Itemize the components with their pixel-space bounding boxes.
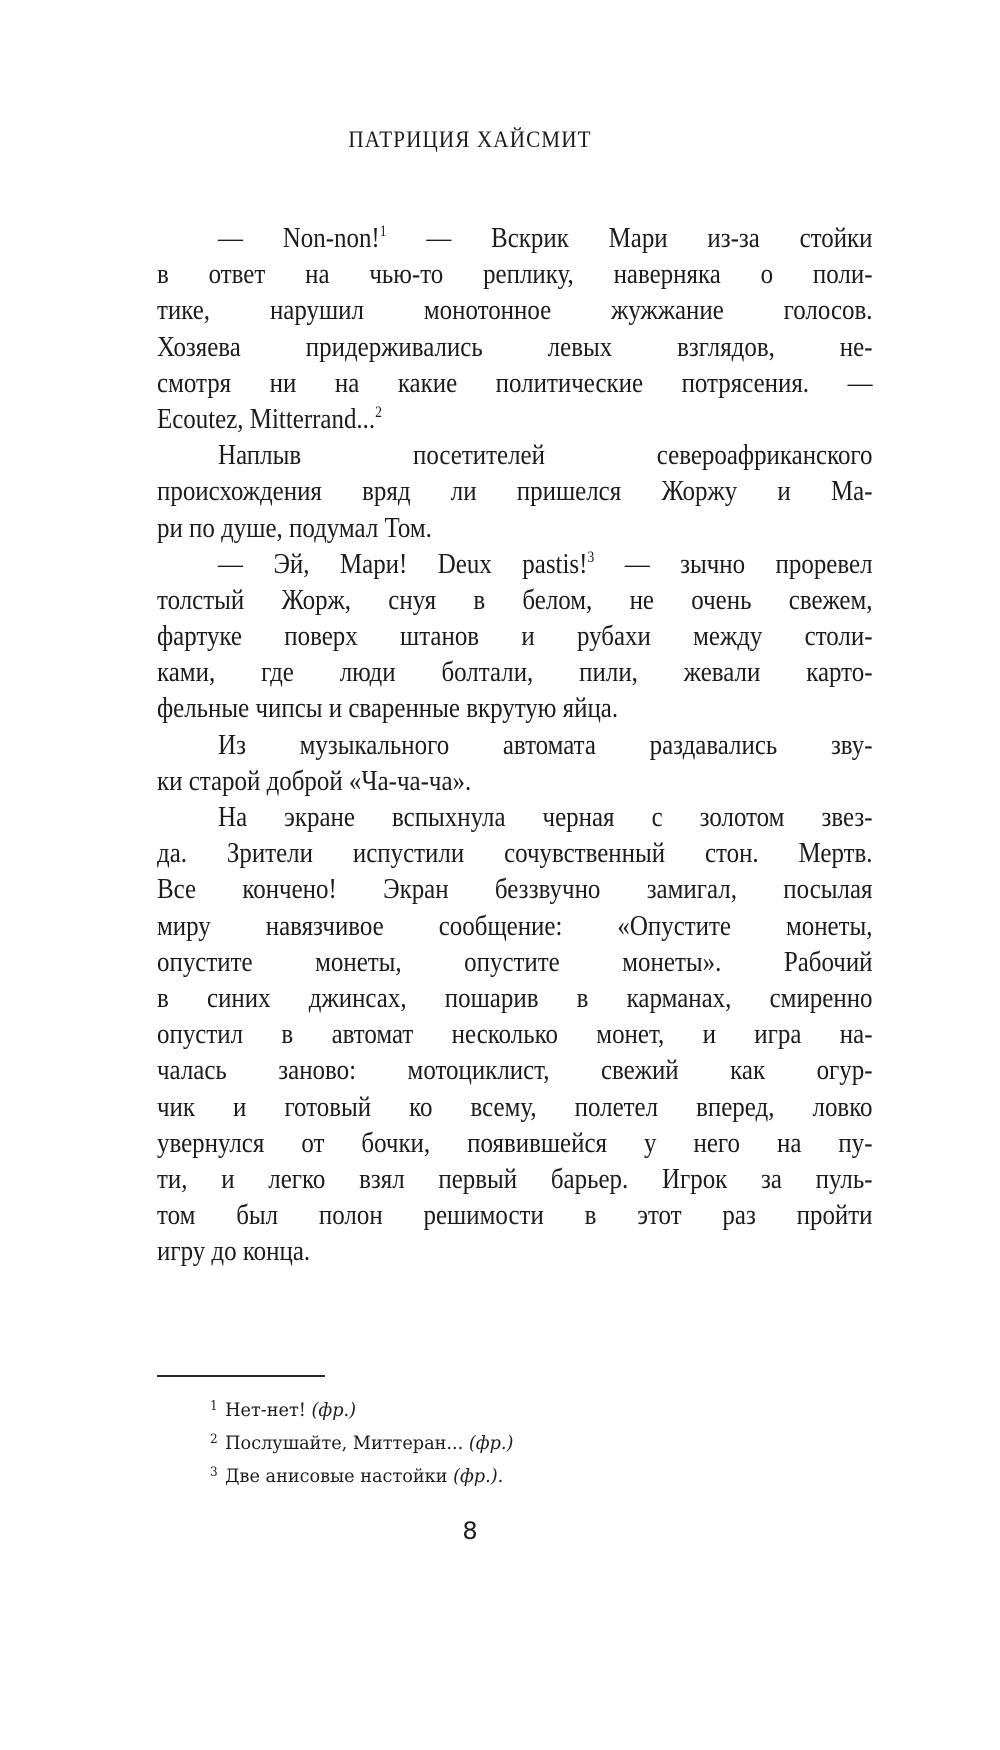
text-line: ками, где люди болтали, пили, жевали карто- [157,656,873,689]
text-line: увернулся от бочки, появившейся у него на пу- [157,1126,873,1159]
text-line: миру навязчивое сообщение: «Опустите монеты, [157,909,873,942]
text-line: ти, и легко взял первый барьер. Игрок за пуль- [157,1162,873,1195]
text-line: — Эй, Мари! Deux pastis!$^3$ — зычно проревел [218,547,873,580]
text-line: Из музыкального автомата раздавались зву- [218,728,873,761]
text-line: в синих джинсах, пошарив в карманах, смиренно [157,981,873,1014]
text-line: Все кончено! Экран беззвучно замигал, посылая [157,873,873,906]
text-line: фартуке поверх штанов и рубахи между столи- [157,620,873,653]
text-line: фельные чипсы и сваренные вкрутую яйца. [157,692,619,725]
text-line: опустил в автомат несколько монет, и игра на- [157,1018,873,1051]
running-head-author: ПАТРИЦИЯ ХАЙСМИТ [348,127,592,152]
text-line: игру до конца. [157,1235,311,1268]
text-line: чалась заново: мотоциклист, свежий как огур- [157,1054,873,1087]
text-line: в ответ на чью-то реплику, наверняка о поли- [157,258,873,291]
page-number: 8 [462,1517,478,1545]
text-line: чик и готовый ко всему, полетел вперед, ловко [157,1090,873,1123]
body-text [157,220,873,1269]
footnotes [210,1392,513,1491]
text-line: ри по душе, подумал Том. [157,511,432,544]
text-line: толстый Жорж, снуя в белом, не очень свежем, [157,583,873,616]
text-line: ки старой доброй «Ча-ча-ча». [157,764,472,797]
text-line: Хозяева придерживались левых взглядов, не- [157,330,873,363]
text-line: Наплыв посетителей североафриканского [218,439,873,472]
footnote-ref: 1 [379,222,387,240]
footnote-divider [157,1375,325,1377]
text-line: смотря ни на какие политические потрясения. — [157,366,873,399]
text-line: Ecoutez, Mitterrand...$^2$ [157,402,382,435]
text-line: опустите монеты, опустите монеты». Рабочий [157,945,873,978]
text-line: тике, нарушил монотонное жужжание голосов. [157,294,873,327]
text-line: На экране вспыхнула черная с золотом звез- [218,801,873,833]
footnote-ref: 2 [375,403,382,421]
text-line: происхождения вряд ли пришелся Жоржу и Ма- [157,475,873,508]
footnote-ref: 3 [587,548,595,566]
text-line: — Non-non!$^1$ — Вскрик Мари из-за стойки [218,222,873,254]
text-line: да. Зрители испустили сочувственный стон. Мертв. [157,837,873,870]
footnote-3: $^3$ Две анисовые настойки (фр.). [210,1465,504,1487]
footnote-2: $^2$ Послушайте, Миттеран... (фр.) [210,1432,514,1454]
footnote-1: $^1$ Нет-нет! (фр.) [210,1399,357,1421]
text-line: том был полон решимости в этот раз пройти [157,1199,873,1232]
